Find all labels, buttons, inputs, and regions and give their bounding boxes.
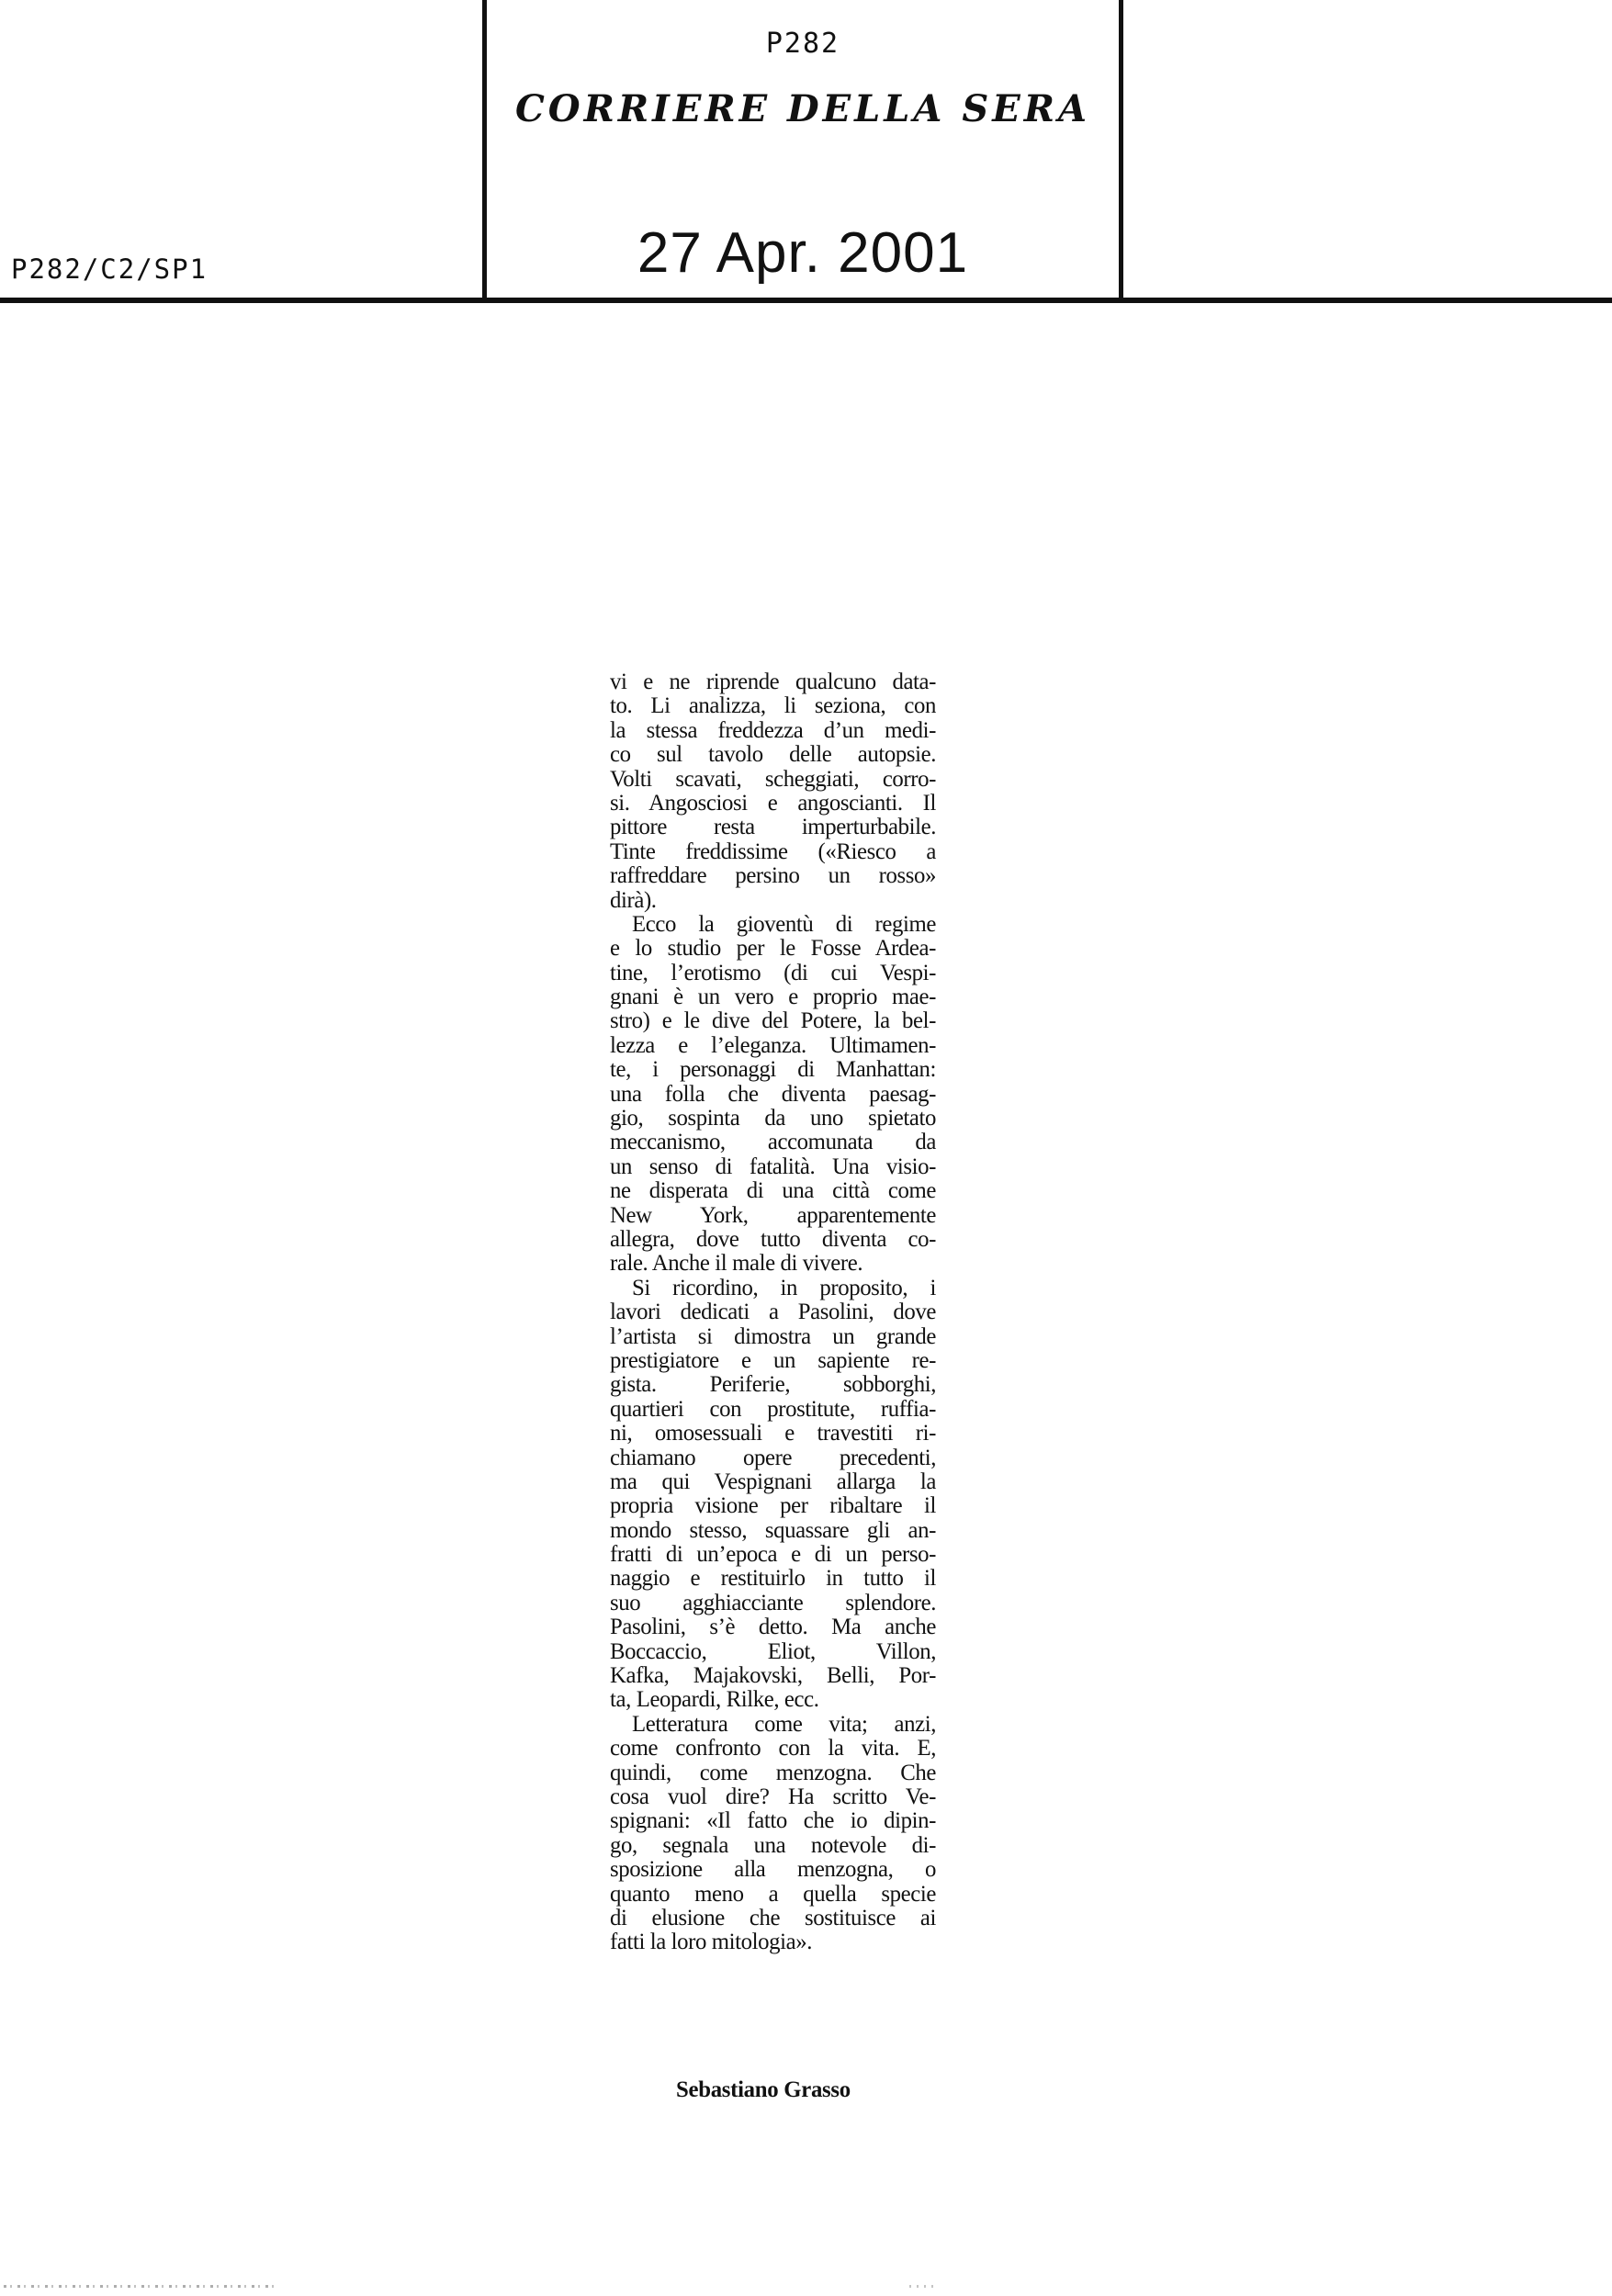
scan-artifact [4, 2285, 279, 2288]
article-line: una folla che diventa paesag- [610, 1081, 936, 1107]
article-line: raffreddare persino un rosso» [610, 863, 936, 889]
article-line: cosa vuol dire? Ha scritto Ve- [610, 1784, 936, 1809]
article-line: co sul tavolo delle autopsie. [610, 742, 936, 768]
article-line: naggio e restituirlo in tutto il [610, 1566, 936, 1592]
article-line: Boccaccio, Eliot, Villon, [610, 1638, 936, 1664]
article-line: stro) e le dive del Potere, la bel- [610, 1008, 936, 1034]
article-line: suo agghiacciante splendore. [610, 1590, 936, 1615]
article-line: Kafka, Majakovski, Belli, Por- [610, 1663, 936, 1689]
article-line: gnani è un vero e proprio mae- [610, 985, 936, 1010]
article-line: ni, omosessuali e travestiti ri- [610, 1421, 936, 1446]
article-line: ta, Leopardi, Rilke, ecc. [610, 1687, 819, 1713]
section-code: P282/C2/SP1 [11, 253, 209, 285]
article-line: gio, sospinta da uno spietato [610, 1106, 936, 1131]
article-column [610, 670, 936, 1955]
article-line: un senso di fatalità. Una visio- [610, 1154, 936, 1179]
article-line: vi e ne riprende qualcuno data- [610, 670, 936, 694]
article-line: rale. Anche il male di vivere. [610, 1251, 863, 1277]
article-line: ne disperata di una città come [610, 1178, 936, 1204]
article-line: lavori dedicati a Pasolini, dove [610, 1300, 936, 1325]
article-line: gista. Periferie, sobborghi, [610, 1372, 936, 1398]
article-line: go, segnala una notevole di- [610, 1832, 936, 1858]
article-line: propria visione per ribaltare il [610, 1493, 936, 1519]
article-line: pittore resta imperturbabile. [610, 815, 936, 840]
article-line: di elusione che sostituisce ai [610, 1905, 936, 1930]
article-line: l’artista si dimostra un grande [610, 1323, 936, 1349]
article-byline: Sebastiano Grasso [676, 2077, 851, 2102]
article-line: quanto meno a quella specie [610, 1881, 936, 1907]
article-line: New York, apparentemente [610, 1202, 936, 1228]
article-line: quartieri con prostitute, ruffia- [610, 1396, 936, 1422]
newspaper-masthead: CORRIERE DELLA SERA [514, 87, 1091, 130]
article-line: mondo stesso, squassare gli an- [610, 1517, 936, 1543]
article-line: Si ricordino, in proposito, i [632, 1275, 936, 1300]
clipping-header [0, 0, 1612, 308]
article-line: chiamano opere precedenti, [610, 1445, 936, 1470]
article-line: e lo studio per le Fosse Ardea- [610, 936, 936, 962]
article-line: te, i personaggi di Manhattan: [610, 1057, 936, 1083]
article-line: si. Angosciosi e angoscianti. Il [610, 790, 936, 816]
article-line: fatti la loro mitologia». [610, 1930, 813, 1955]
article-line: Tinte freddissime («Riesco a [610, 838, 936, 864]
article-line: prestigiatore e un sapiente re- [610, 1347, 936, 1373]
page-code: P282 [765, 28, 840, 60]
article-line: Pasolini, s’è detto. Ma anche [610, 1615, 936, 1640]
article-line: Ecco la gioventù di regime [632, 911, 936, 937]
publication-date: 27 Apr. 2001 [637, 221, 969, 285]
article-line: come confronto con la vita. E, [610, 1736, 936, 1761]
article-line: tine, l’erotismo (di cui Vespi- [610, 960, 936, 985]
scan-artifact [909, 2285, 937, 2288]
header-rule [0, 298, 1612, 303]
header-divider-right [1119, 0, 1123, 303]
article-line: to. Li analizza, li seziona, con [610, 693, 936, 719]
article-line: fratti di un’epoca e di un perso- [610, 1542, 936, 1568]
article-line: allegra, dove tutto diventa co- [610, 1226, 936, 1252]
article-line: la stessa freddezza d’un medi- [610, 717, 936, 743]
article-line: dirà). [610, 887, 657, 913]
article-line: sposizione alla menzogna, o [610, 1857, 936, 1883]
article-line: spignani: «Il fatto che io dipin- [610, 1808, 936, 1834]
article-line: quindi, come menzogna. Che [610, 1760, 936, 1785]
article-line: lezza e l’eleganza. Ultimamen- [610, 1032, 936, 1058]
article-line: Letteratura come vita; anzi, [632, 1711, 936, 1737]
article-line: Volti scavati, scheggiati, corro- [610, 766, 936, 792]
article-line: ma qui Vespignani allarga la [610, 1469, 936, 1494]
article-line: meccanismo, accomunata da [610, 1130, 936, 1155]
